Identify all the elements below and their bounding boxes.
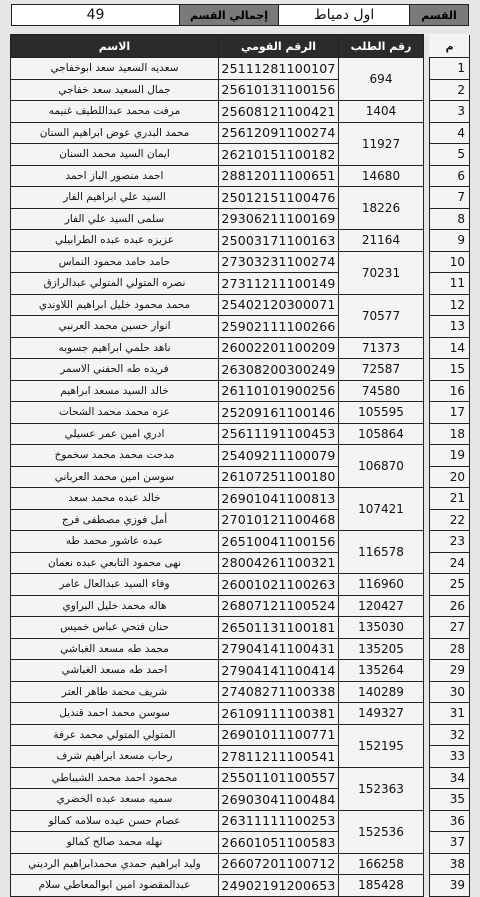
national-id: 25501101100557 bbox=[219, 767, 339, 789]
section-label: القسم bbox=[409, 4, 469, 26]
row-number: 30 bbox=[430, 681, 470, 703]
row-gap bbox=[424, 445, 430, 467]
row-number: 15 bbox=[430, 359, 470, 381]
row-number: 4 bbox=[430, 122, 470, 144]
table-row bbox=[11, 488, 470, 510]
national-id: 25111281100107 bbox=[219, 58, 339, 80]
national-id: 27010121100468 bbox=[219, 509, 339, 531]
row-number: 20 bbox=[430, 466, 470, 488]
row-number: 31 bbox=[430, 703, 470, 725]
row-number: 27 bbox=[430, 617, 470, 639]
request-number: 152363 bbox=[339, 767, 424, 810]
table-row bbox=[11, 853, 470, 875]
person-name: خالد السيد مسعد ابراهيم bbox=[11, 380, 219, 402]
row-gap bbox=[424, 466, 430, 488]
row-gap bbox=[424, 208, 430, 230]
row-gap bbox=[424, 79, 430, 101]
person-name: شريف محمد طاهر العتر bbox=[11, 681, 219, 703]
row-number: 34 bbox=[430, 767, 470, 789]
row-gap bbox=[424, 58, 430, 80]
person-name: انوار حسين محمد العرنبي bbox=[11, 316, 219, 338]
request-number: 107421 bbox=[339, 488, 424, 531]
row-gap bbox=[424, 832, 430, 854]
national-id: 27904141100431 bbox=[219, 638, 339, 660]
person-name: سلمى السيد علي الفار bbox=[11, 208, 219, 230]
request-number: 120427 bbox=[339, 595, 424, 617]
row-number: 33 bbox=[430, 746, 470, 768]
row-number: 10 bbox=[430, 251, 470, 273]
col-gap bbox=[424, 35, 430, 58]
table-row bbox=[11, 230, 470, 252]
col-m-header: م bbox=[430, 35, 470, 58]
total-label: إجمالي القسم bbox=[179, 4, 279, 26]
person-name: سميه مسعد عبده الخضري bbox=[11, 789, 219, 811]
request-number: 74580 bbox=[339, 380, 424, 402]
table-row bbox=[11, 165, 470, 187]
row-number: 9 bbox=[430, 230, 470, 252]
person-name: نصره المتولي المتولي عبدالرازق bbox=[11, 273, 219, 295]
national-id: 24902191200653 bbox=[219, 875, 339, 897]
row-number: 2 bbox=[430, 79, 470, 101]
table-row bbox=[11, 595, 470, 617]
row-gap bbox=[424, 509, 430, 531]
national-id: 26110101900256 bbox=[219, 380, 339, 402]
person-name: خالد عبده محمد سعد bbox=[11, 488, 219, 510]
row-number: 25 bbox=[430, 574, 470, 596]
row-gap bbox=[424, 574, 430, 596]
request-number: 152195 bbox=[339, 724, 424, 767]
row-number: 32 bbox=[430, 724, 470, 746]
request-number: 70231 bbox=[339, 251, 424, 294]
national-id: 27904141100414 bbox=[219, 660, 339, 682]
table-body bbox=[11, 58, 470, 897]
table-row bbox=[11, 101, 470, 123]
header-strip bbox=[10, 4, 469, 26]
request-number: 135205 bbox=[339, 638, 424, 660]
row-number: 6 bbox=[430, 165, 470, 187]
person-name: سوسن امين محمد العرباني bbox=[11, 466, 219, 488]
students-table bbox=[10, 34, 470, 897]
national-id: 29306211100169 bbox=[219, 208, 339, 230]
national-id: 26308200300249 bbox=[219, 359, 339, 381]
request-number: 116960 bbox=[339, 574, 424, 596]
row-gap bbox=[424, 337, 430, 359]
person-name: محمود احمد محمد الشيباطي bbox=[11, 767, 219, 789]
row-number: 18 bbox=[430, 423, 470, 445]
request-number: 70577 bbox=[339, 294, 424, 337]
table-row bbox=[11, 402, 470, 424]
national-id: 25209161100146 bbox=[219, 402, 339, 424]
national-id: 28812011100651 bbox=[219, 165, 339, 187]
national-id: 27311211100149 bbox=[219, 273, 339, 295]
row-gap bbox=[424, 746, 430, 768]
request-number: 152536 bbox=[339, 810, 424, 853]
table-row bbox=[11, 423, 470, 445]
row-gap bbox=[424, 789, 430, 811]
national-id: 26903041100484 bbox=[219, 789, 339, 811]
row-gap bbox=[424, 230, 430, 252]
person-name: جمال السعيد سعد خفاجي bbox=[11, 79, 219, 101]
person-name: المتولي المتولي محمد عرفة bbox=[11, 724, 219, 746]
person-name: مدحت محمد محمد سخموخ bbox=[11, 445, 219, 467]
national-id: 26601051100583 bbox=[219, 832, 339, 854]
row-number: 8 bbox=[430, 208, 470, 230]
national-id: 26510041100156 bbox=[219, 531, 339, 553]
row-gap bbox=[424, 595, 430, 617]
row-number: 26 bbox=[430, 595, 470, 617]
row-number: 11 bbox=[430, 273, 470, 295]
person-name: حنان فتحي عباس خميس bbox=[11, 617, 219, 639]
row-number: 37 bbox=[430, 832, 470, 854]
person-name: عبده عاشور محمد طه bbox=[11, 531, 219, 553]
request-number: 71373 bbox=[339, 337, 424, 359]
national-id: 25612091100274 bbox=[219, 122, 339, 144]
row-number: 24 bbox=[430, 552, 470, 574]
national-id: 25610131100156 bbox=[219, 79, 339, 101]
request-number: 694 bbox=[339, 58, 424, 101]
person-name: وفاء السيد عبدالعال عامر bbox=[11, 574, 219, 596]
national-id: 26901011100771 bbox=[219, 724, 339, 746]
national-id: 25611191100453 bbox=[219, 423, 339, 445]
person-name: عصام حسن عبده سلامه كمالو bbox=[11, 810, 219, 832]
row-gap bbox=[424, 294, 430, 316]
request-number: 11927 bbox=[339, 122, 424, 165]
row-number: 1 bbox=[430, 58, 470, 80]
national-id: 28004261100321 bbox=[219, 552, 339, 574]
row-gap bbox=[424, 767, 430, 789]
col-national-header: الرقم القومي bbox=[219, 35, 339, 58]
person-name: حامد حامد محمود النماس bbox=[11, 251, 219, 273]
row-gap bbox=[424, 875, 430, 897]
row-number: 19 bbox=[430, 445, 470, 467]
section-value: اول دمياط bbox=[278, 4, 410, 26]
table-row bbox=[11, 875, 470, 897]
request-number: 14680 bbox=[339, 165, 424, 187]
person-name: هاله محمد خليل البراوي bbox=[11, 595, 219, 617]
row-number: 23 bbox=[430, 531, 470, 553]
national-id: 25608121100421 bbox=[219, 101, 339, 123]
table-header-row bbox=[11, 35, 470, 58]
person-name: أمل فوزي مصطفى فرج bbox=[11, 509, 219, 531]
request-number: 185428 bbox=[339, 875, 424, 897]
row-number: 16 bbox=[430, 380, 470, 402]
row-gap bbox=[424, 681, 430, 703]
table-row bbox=[11, 724, 470, 746]
table-row bbox=[11, 767, 470, 789]
national-id: 25409211100079 bbox=[219, 445, 339, 467]
national-id: 27303231100274 bbox=[219, 251, 339, 273]
table-row bbox=[11, 380, 470, 402]
national-id: 25003171100163 bbox=[219, 230, 339, 252]
table-row bbox=[11, 187, 470, 209]
person-name: احمد طه مسعد الغباشي bbox=[11, 660, 219, 682]
table-row bbox=[11, 58, 470, 80]
row-number: 7 bbox=[430, 187, 470, 209]
total-value: 49 bbox=[11, 4, 180, 26]
row-gap bbox=[424, 316, 430, 338]
person-name: احمد منصور الباز احمد bbox=[11, 165, 219, 187]
national-id: 27408271100338 bbox=[219, 681, 339, 703]
row-gap bbox=[424, 531, 430, 553]
national-id: 26210151100182 bbox=[219, 144, 339, 166]
request-number: 135264 bbox=[339, 660, 424, 682]
national-id: 26109111100381 bbox=[219, 703, 339, 725]
national-id: 26107251100180 bbox=[219, 466, 339, 488]
table-row bbox=[11, 122, 470, 144]
row-gap bbox=[424, 251, 430, 273]
national-id: 26311111100253 bbox=[219, 810, 339, 832]
person-name: محمد طه مسعد الغباشي bbox=[11, 638, 219, 660]
row-gap bbox=[424, 402, 430, 424]
row-gap bbox=[424, 724, 430, 746]
person-name: سوسن محمد احمد قنديل bbox=[11, 703, 219, 725]
person-name: ادري امين عمر عسيلي bbox=[11, 423, 219, 445]
national-id: 26807121100524 bbox=[219, 595, 339, 617]
row-number: 3 bbox=[430, 101, 470, 123]
request-number: 116578 bbox=[339, 531, 424, 574]
row-gap bbox=[424, 638, 430, 660]
table-row bbox=[11, 294, 470, 316]
table-row bbox=[11, 703, 470, 725]
national-id: 25402120300071 bbox=[219, 294, 339, 316]
row-gap bbox=[424, 617, 430, 639]
person-name: محمد محمود خليل ابراهيم اللاوندي bbox=[11, 294, 219, 316]
row-number: 13 bbox=[430, 316, 470, 338]
row-gap bbox=[424, 187, 430, 209]
request-number: 21164 bbox=[339, 230, 424, 252]
table-row bbox=[11, 660, 470, 682]
row-gap bbox=[424, 122, 430, 144]
national-id: 26501131100181 bbox=[219, 617, 339, 639]
row-gap bbox=[424, 853, 430, 875]
row-number: 12 bbox=[430, 294, 470, 316]
person-name: مرفت محمد عبداللطيف غنيمه bbox=[11, 101, 219, 123]
person-name: نهى محمود التابعي عبده نعمان bbox=[11, 552, 219, 574]
table-row bbox=[11, 681, 470, 703]
row-number: 28 bbox=[430, 638, 470, 660]
row-gap bbox=[424, 810, 430, 832]
person-name: عزيزه عبده عبده الطرابيلي bbox=[11, 230, 219, 252]
person-name: فريده طه الحفني الاسمر bbox=[11, 359, 219, 381]
request-number: 135030 bbox=[339, 617, 424, 639]
row-gap bbox=[424, 144, 430, 166]
national-id: 26002201100209 bbox=[219, 337, 339, 359]
person-name: وليد ابراهيم حمدي محمدابراهيم الرديني bbox=[11, 853, 219, 875]
person-name: سعديه السعيد سعد ابوخفاجي bbox=[11, 58, 219, 80]
row-gap bbox=[424, 101, 430, 123]
request-number: 1404 bbox=[339, 101, 424, 123]
request-number: 166258 bbox=[339, 853, 424, 875]
person-name: رحاب مسعد ابراهيم شرف bbox=[11, 746, 219, 768]
row-gap bbox=[424, 273, 430, 295]
row-number: 21 bbox=[430, 488, 470, 510]
row-gap bbox=[424, 165, 430, 187]
table-row bbox=[11, 810, 470, 832]
row-number: 36 bbox=[430, 810, 470, 832]
table-row bbox=[11, 445, 470, 467]
row-gap bbox=[424, 660, 430, 682]
table-row bbox=[11, 638, 470, 660]
request-number: 140289 bbox=[339, 681, 424, 703]
row-number: 38 bbox=[430, 853, 470, 875]
row-number: 5 bbox=[430, 144, 470, 166]
table-row bbox=[11, 337, 470, 359]
request-number: 105595 bbox=[339, 402, 424, 424]
request-number: 72587 bbox=[339, 359, 424, 381]
row-gap bbox=[424, 380, 430, 402]
row-gap bbox=[424, 423, 430, 445]
row-gap bbox=[424, 703, 430, 725]
row-number: 17 bbox=[430, 402, 470, 424]
national-id: 26001021100263 bbox=[219, 574, 339, 596]
national-id: 26607201100712 bbox=[219, 853, 339, 875]
person-name: عبدالمقصود امين ابوالمعاطي سلام bbox=[11, 875, 219, 897]
row-gap bbox=[424, 552, 430, 574]
request-number: 105864 bbox=[339, 423, 424, 445]
row-number: 39 bbox=[430, 875, 470, 897]
col-name-header: الاسم bbox=[11, 35, 219, 58]
row-number: 35 bbox=[430, 789, 470, 811]
request-number: 106870 bbox=[339, 445, 424, 488]
table-row bbox=[11, 359, 470, 381]
table-row bbox=[11, 617, 470, 639]
national-id: 25902111100266 bbox=[219, 316, 339, 338]
person-name: السيد علي ابراهيم الفار bbox=[11, 187, 219, 209]
row-gap bbox=[424, 359, 430, 381]
col-seat-header: رقم الطلب bbox=[339, 35, 424, 58]
request-number: 18226 bbox=[339, 187, 424, 230]
request-number: 149327 bbox=[339, 703, 424, 725]
row-number: 29 bbox=[430, 660, 470, 682]
person-name: عزه محمد محمد الشحات bbox=[11, 402, 219, 424]
person-name: ايمان السيد محمد السنان bbox=[11, 144, 219, 166]
row-number: 14 bbox=[430, 337, 470, 359]
person-name: ناهد حلمي ابراهيم جسوبه bbox=[11, 337, 219, 359]
row-number: 22 bbox=[430, 509, 470, 531]
national-id: 25012151100476 bbox=[219, 187, 339, 209]
person-name: نهله محمد صالح كمالو bbox=[11, 832, 219, 854]
row-gap bbox=[424, 488, 430, 510]
table-row bbox=[11, 574, 470, 596]
national-id: 27811211100541 bbox=[219, 746, 339, 768]
table-row bbox=[11, 251, 470, 273]
national-id: 26901041100813 bbox=[219, 488, 339, 510]
person-name: محمد البدري عوض ابراهيم السنان bbox=[11, 122, 219, 144]
table-row bbox=[11, 531, 470, 553]
